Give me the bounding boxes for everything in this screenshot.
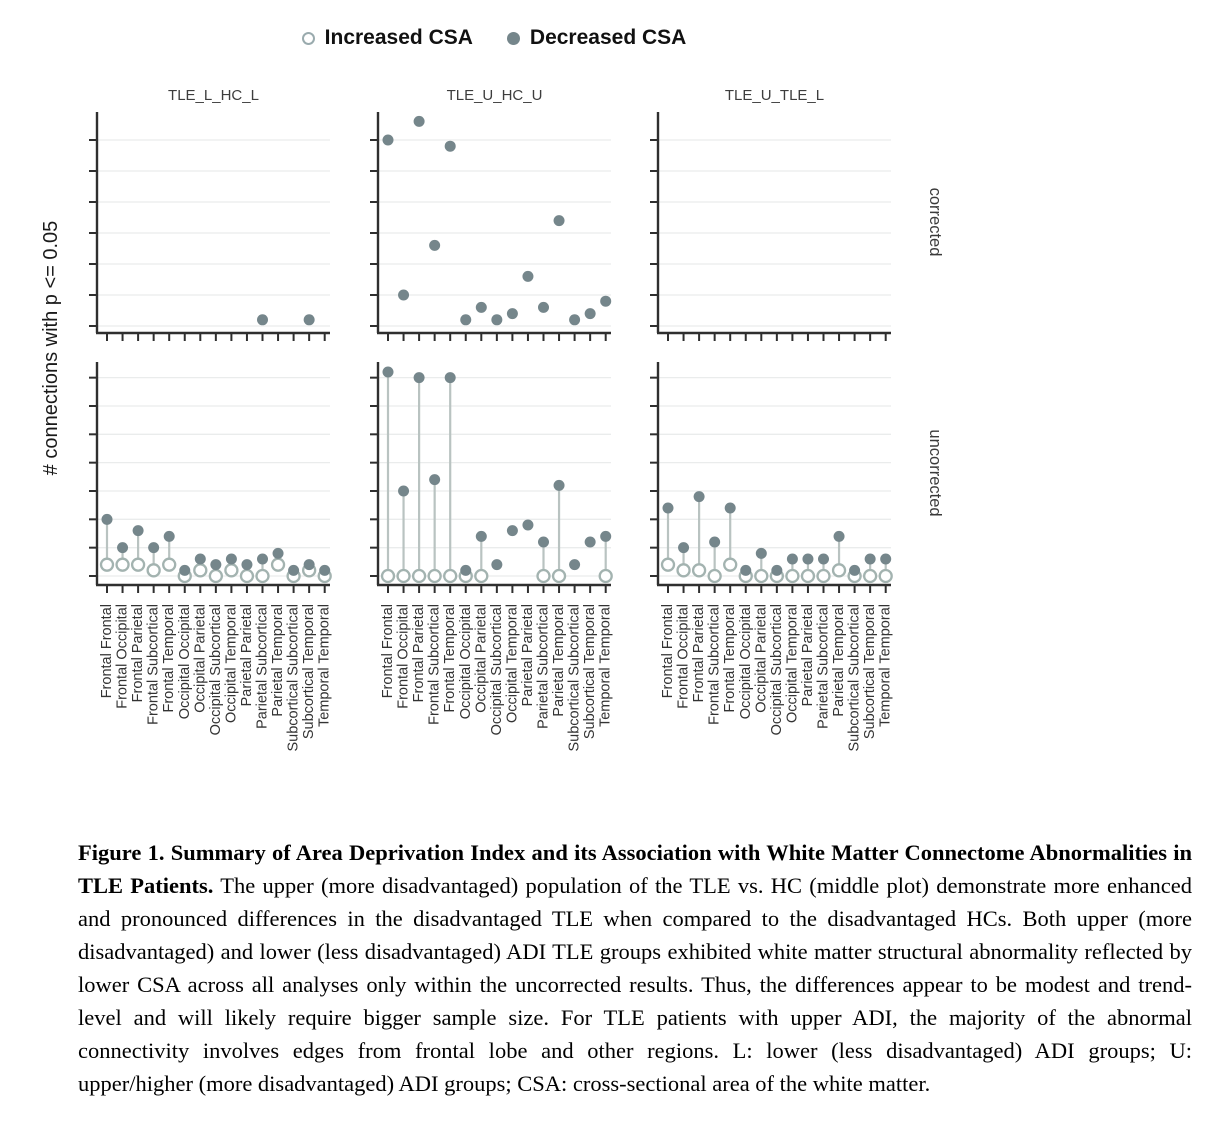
x-tick-label: Frontal Temporal	[161, 604, 178, 713]
increased-csa-marker	[864, 570, 876, 582]
decreased-csa-marker	[414, 372, 425, 383]
decreased-csa-marker	[148, 542, 159, 553]
decreased-csa-marker	[554, 215, 565, 226]
legend-label-decreased: Decreased CSA	[529, 26, 687, 49]
decreased-csa-marker	[304, 314, 315, 325]
decreased-csa-marker	[164, 531, 175, 542]
x-tick-label: Parietal Temporal	[551, 604, 568, 717]
decreased-csa-marker	[802, 553, 813, 564]
decreased-csa-marker	[102, 514, 113, 525]
increased-csa-marker	[818, 570, 830, 582]
decreased-csa-marker	[445, 372, 456, 383]
decreased-csa-marker	[569, 559, 580, 570]
increased-csa-marker	[538, 570, 550, 582]
x-tick-label: Subcortical Temporal	[301, 604, 318, 740]
x-tick-label: Frontal Occipital	[114, 604, 131, 709]
decreased-csa-marker	[709, 536, 720, 547]
x-tick-label: Frontal Frontal	[660, 604, 676, 699]
decreased-csa-marker	[585, 308, 596, 319]
x-tick-label: Frontal Occipital	[395, 604, 412, 709]
decreased-csa-marker	[476, 302, 487, 313]
panel-TLE_U_TLE_L-uncorrected	[650, 362, 892, 593]
increased-csa-marker	[833, 564, 845, 576]
caption-body: The upper (more disadvantaged) population of the TLE vs. HC (middle plot) demonstrate more enhanced and pronounced differences in the disadvantaged TLE when compared to the disadvantaged HCs. Both upper (more disadvantaged) and lower (less disadvantaged) ADI TLE groups exhibited white matter structural abnormality reflected by lower CSA across all analyses only within the uncorrected results. Thus, the differences appear to be modest and trend-level and will likely require bigger sample size. For TLE patients with upper ADI, the majority of the abnormal connectivity involves edges from frontal lobe and other regions. L: lower (less disadvantaged) ADI groups; U: upper/higher (more disadvantaged) ADI groups; CSA: cross-sectional area of the white matter.	[78, 873, 1192, 1096]
decreased-csa-marker	[257, 553, 268, 564]
decreased-csa-marker	[756, 548, 767, 559]
decreased-csa-marker	[414, 116, 425, 127]
decreased-csa-marker	[507, 308, 518, 319]
decreased-csa-marker	[445, 141, 456, 152]
decreased-csa-marker	[740, 565, 751, 576]
increased-csa-marker	[880, 570, 892, 582]
decreased-csa-marker	[522, 271, 533, 282]
decreased-csa-marker	[117, 542, 128, 553]
decreased-csa-marker	[787, 553, 798, 564]
decreased-csa-marker	[383, 366, 394, 377]
x-tick-label: Frontal Occipital	[675, 604, 692, 709]
decreased-csa-marker	[600, 531, 611, 542]
x-tick-label: Frontal Parietal	[130, 604, 147, 703]
panel-TLE_U_HC_U-uncorrected	[370, 362, 612, 593]
x-tick-label: Frontal Subcortical	[426, 604, 443, 725]
increased-csa-marker	[272, 559, 284, 571]
decreased-csa-marker	[304, 559, 315, 570]
panel-TLE_U_TLE_L-corrected	[650, 112, 891, 341]
increased-csa-marker	[413, 570, 425, 582]
decreased-csa-marker	[725, 502, 736, 513]
decreased-csa-marker	[694, 491, 705, 502]
increased-csa-marker	[398, 570, 410, 582]
decreased-csa-marker	[273, 548, 284, 559]
increased-csa-marker	[724, 559, 736, 571]
decreased-csa-marker	[554, 480, 565, 491]
decreased-csa-marker	[210, 559, 221, 570]
panel-title: TLE_L_HC_L	[168, 87, 259, 104]
x-tick-label: Occipital Subcortical	[488, 604, 505, 736]
decreased-csa-marker	[522, 519, 533, 530]
x-tick-label: Parietal Parietal	[799, 604, 816, 707]
decreased-csa-marker	[460, 314, 471, 325]
x-tick-label: Subcortical Subcortical	[846, 604, 863, 752]
x-tick-label: Frontal Subcortical	[145, 604, 162, 725]
decreased-csa-marker	[600, 296, 611, 307]
x-tick-label: Occipital Subcortical	[207, 604, 224, 736]
decreased-csa-marker	[569, 314, 580, 325]
decreased-csa-marker	[476, 531, 487, 542]
x-tick-label: Temporal Temporal	[597, 604, 614, 728]
increased-csa-marker	[194, 564, 206, 576]
legend-label-increased: Increased CSA	[324, 26, 473, 49]
panel-TLE_L_HC_L-corrected	[89, 112, 330, 341]
x-tick-label: Occipital Occipital	[737, 604, 754, 720]
increased-csa-marker	[444, 570, 456, 582]
x-tick-label: Occipital Subcortical	[768, 604, 785, 736]
x-tick-label: Occipital Parietal	[753, 604, 770, 713]
decreased-csa-marker	[834, 531, 845, 542]
increased-csa-marker	[132, 559, 144, 571]
decreased-csa-marker	[771, 565, 782, 576]
increased-csa-marker	[257, 570, 269, 582]
increased-csa-marker	[225, 564, 237, 576]
increased-csa-marker	[210, 570, 222, 582]
panel-TLE_U_HC_U-corrected	[370, 112, 611, 341]
increased-csa-marker	[755, 570, 767, 582]
x-tick-label: Parietal Subcortical	[815, 604, 832, 729]
decreased-csa-marker	[398, 290, 409, 301]
x-tick-label: Parietal Temporal	[270, 604, 287, 717]
caption-bold-lead: Figure 1. Summary of Area Deprivation Index and its Association with White Matter Connectome Abnormalities in TLE Patients.	[78, 840, 1192, 898]
increased-csa-marker	[475, 570, 487, 582]
increased-csa-marker	[553, 570, 565, 582]
increased-csa-marker	[241, 570, 253, 582]
x-tick-label: Occipital Temporal	[504, 604, 521, 724]
x-tick-label: Temporal Temporal	[316, 604, 333, 728]
increased-csa-marker	[163, 559, 175, 571]
increased-csa-marker	[101, 559, 113, 571]
decreased-csa-marker	[491, 559, 502, 570]
increased-csa-marker	[802, 570, 814, 582]
x-tick-label: Parietal Parietal	[519, 604, 536, 707]
x-tick-label: Frontal Subcortical	[706, 604, 723, 725]
x-tick-label: Occipital Parietal	[473, 604, 490, 713]
figure-caption	[78, 836, 1192, 1100]
x-tick-label: Frontal Frontal	[380, 604, 396, 699]
decreased-csa-marker	[678, 542, 689, 553]
strip-label-uncorrected: uncorrected	[926, 429, 944, 517]
x-tick-label: Subcortical Subcortical	[285, 604, 302, 752]
increased-csa-marker	[662, 559, 674, 571]
decreased-csa-marker	[538, 536, 549, 547]
decreased-csa-marker	[383, 135, 394, 146]
increased-csa-marker	[786, 570, 798, 582]
x-tick-label: Parietal Temporal	[831, 604, 848, 717]
decreased-csa-marker	[195, 553, 206, 564]
decreased-csa-marker	[585, 536, 596, 547]
panel-title: TLE_U_HC_U	[446, 87, 543, 104]
increased-csa-marker	[678, 564, 690, 576]
decreased-csa-marker	[491, 314, 502, 325]
x-tick-label: Frontal Parietal	[691, 604, 708, 703]
decreased-csa-marker	[538, 302, 549, 313]
increased-csa-marker	[693, 564, 705, 576]
decreased-csa-marker	[865, 553, 876, 564]
decreased-csa-marker	[460, 565, 471, 576]
increased-csa-marker	[382, 570, 394, 582]
decreased-csa-marker	[241, 559, 252, 570]
increased-csa-marker	[709, 570, 721, 582]
panel-TLE_L_HC_L-uncorrected	[89, 362, 331, 593]
increased-csa-marker	[117, 559, 129, 571]
decreased-csa-marker	[257, 314, 268, 325]
decreased-csa-marker	[226, 553, 237, 564]
decreased-csa-marker	[319, 565, 330, 576]
strip-label-corrected: corrected	[926, 187, 944, 257]
decreased-csa-marker	[429, 240, 440, 251]
increased-csa-marker	[429, 570, 441, 582]
decreased-csa-marker	[179, 565, 190, 576]
x-tick-label: Subcortical Subcortical	[566, 604, 583, 752]
decreased-csa-marker	[818, 553, 829, 564]
decreased-csa-marker	[429, 474, 440, 485]
x-tick-label: Frontal Temporal	[722, 604, 739, 713]
x-tick-label: Occipital Occipital	[176, 604, 193, 720]
x-tick-label: Subcortical Temporal	[862, 604, 879, 740]
x-tick-label: Subcortical Temporal	[582, 604, 599, 740]
decreased-csa-marker	[849, 565, 860, 576]
decreased-csa-marker	[288, 565, 299, 576]
x-tick-label: Frontal Temporal	[442, 604, 459, 713]
y-axis-label: # connections with p <= 0.05	[40, 220, 62, 476]
decreased-csa-marker	[133, 525, 144, 536]
x-tick-label: Parietal Subcortical	[535, 604, 552, 729]
x-tick-label: Parietal Subcortical	[254, 604, 271, 729]
increased-csa-marker	[600, 570, 612, 582]
x-tick-label: Temporal Temporal	[877, 604, 894, 728]
x-tick-label: Parietal Parietal	[238, 604, 255, 707]
decreased-csa-marker	[663, 502, 674, 513]
x-tick-label: Occipital Temporal	[784, 604, 801, 724]
increased-csa-marker	[148, 564, 160, 576]
decreased-csa-marker	[880, 553, 891, 564]
decreased-csa-marker	[507, 525, 518, 536]
x-tick-label: Frontal Frontal	[99, 604, 115, 699]
decreased-csa-marker	[398, 485, 409, 496]
x-tick-label: Occipital Occipital	[457, 604, 474, 720]
x-tick-label: Occipital Parietal	[192, 604, 209, 713]
panel-title: TLE_U_TLE_L	[724, 87, 825, 104]
x-tick-label: Frontal Parietal	[411, 604, 428, 703]
x-tick-label: Occipital Temporal	[223, 604, 240, 724]
